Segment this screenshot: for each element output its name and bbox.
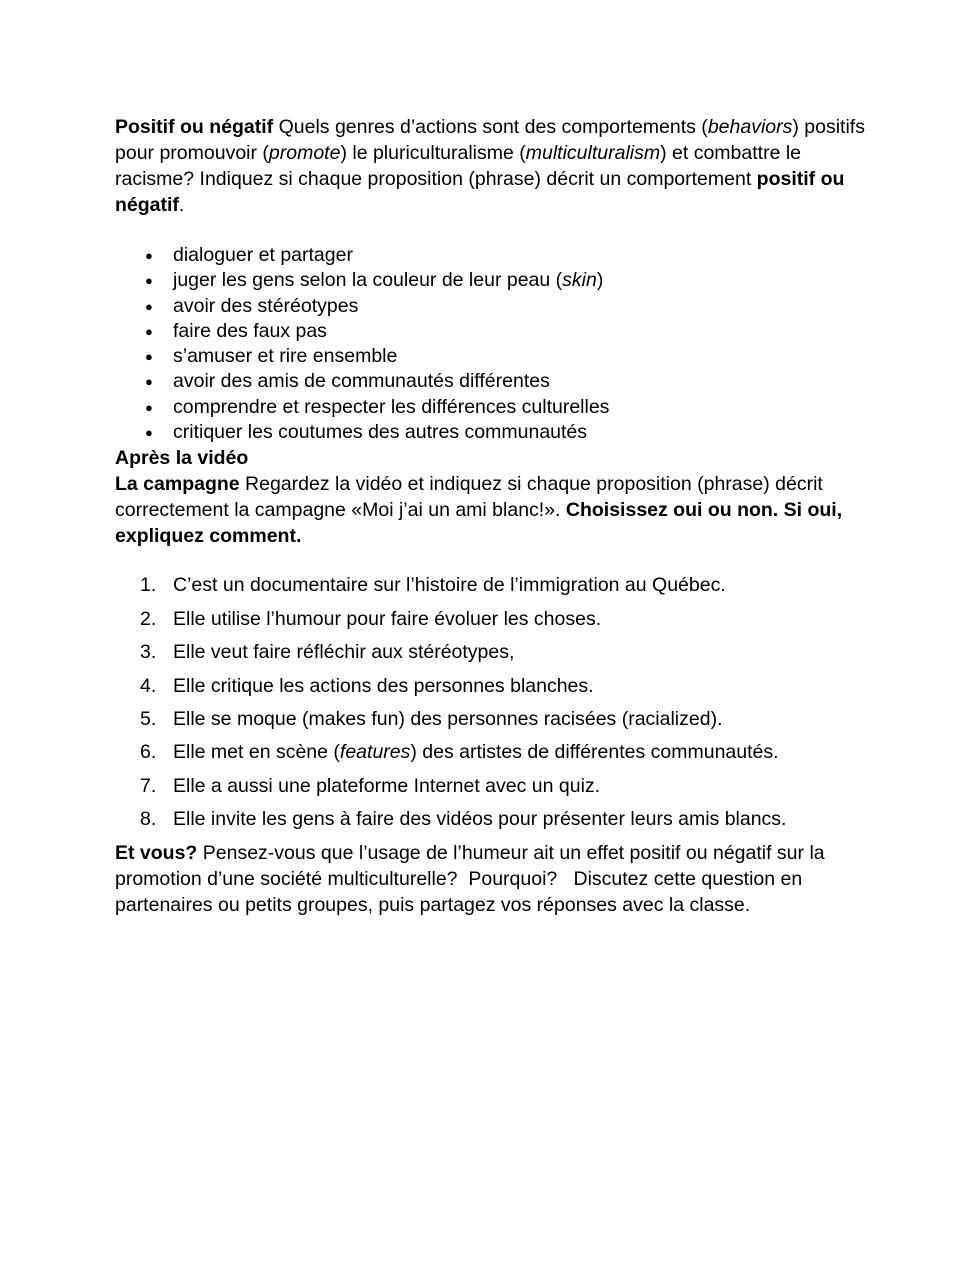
text-run: ) des artistes de différentes communautés. (410, 741, 779, 764)
text-run: features (339, 741, 411, 764)
text-run: Regardez la vidéo et indiquez si chaque proposition (phrase) décrit correctement la campagne «Moi j’ai un ami blanc!». (115, 473, 829, 522)
list-item-text (173, 608, 601, 630)
intro-paragraph (115, 114, 885, 218)
bullet-icon: ● (145, 425, 153, 441)
list-number: 4. (140, 674, 157, 697)
text-run: Choisissez oui ou non. Si oui, expliquez comment. (115, 499, 848, 548)
bullet-icon: ● (145, 374, 153, 390)
behavior-list-item (115, 420, 885, 445)
list-number: 6. (140, 741, 157, 764)
text-run: Et vous? (115, 841, 198, 864)
list-item-text (173, 708, 723, 730)
text-run: Quels genres d’actions sont des comportements ( (273, 116, 708, 138)
text-run: Elle invite les gens à faire des vidéos pour présenter leurs amis blancs. (173, 808, 787, 831)
statement-list-item (115, 639, 885, 665)
text-run: Pensez-vous que l’usage de l’humeur ait un effet positif ou négatif sur la promotion d’une société multiculturelle? Pourquoi? Discutez cette question en partenaires ou petits groupes, puis partagez vos réponses avec la classe. (115, 841, 831, 916)
text-run: ) positifs pour promouvoir ( (115, 116, 871, 164)
behavior-list-item (115, 344, 885, 369)
list-item-text (173, 421, 587, 443)
list-item-text (173, 396, 609, 418)
text-run: ) et combattre le racisme? Indiquez si chaque proposition (phrase) décrit un comportement (115, 142, 807, 190)
list-item-text (173, 641, 514, 663)
list-item-text (173, 269, 603, 291)
bullet-icon: ● (145, 323, 153, 339)
text-run: Elle utilise l’humour pour faire évoluer les choses. (173, 607, 602, 630)
text-run: Elle a aussi une plateforme Internet avec un quiz. (173, 774, 601, 797)
text-run: s’amuser et rire ensemble (173, 345, 398, 368)
list-item-text (173, 675, 594, 697)
text-run: avoir des stéréotypes (173, 294, 359, 317)
bullet-icon: ● (145, 273, 153, 289)
behavior-list-item (115, 369, 885, 394)
list-item-text (173, 295, 358, 317)
list-item-text (173, 574, 726, 596)
text-run: Elle veut faire réfléchir aux stéréotypes, (173, 641, 515, 664)
behavior-list-item (115, 319, 885, 344)
bullet-icon: ● (145, 248, 153, 263)
text-run: . (178, 194, 185, 216)
statement-list-item (115, 606, 885, 632)
text-run: Positif ou négatif (115, 116, 274, 138)
list-number: 7. (140, 774, 157, 797)
behavior-list-item (115, 395, 885, 420)
text-run: positif ou négatif (115, 168, 850, 216)
section-heading: Après la vidéo (115, 447, 249, 470)
list-item-text (173, 741, 779, 763)
text-run: C’est un documentaire sur l’histoire de l’immigration au Québec. (173, 574, 726, 597)
text-run: comprendre et respecter les différences culturelles (173, 395, 610, 418)
list-item-text (173, 345, 397, 367)
statement-list-item (115, 739, 885, 765)
statement-list-item (115, 706, 885, 732)
text-run: Elle se moque (makes fun) des personnes racisées (racialized). (173, 707, 723, 730)
statement-list-item (115, 773, 885, 799)
text-run: skin (562, 269, 597, 292)
list-item-text (173, 244, 353, 266)
list-number: 3. (140, 641, 157, 664)
document-content (115, 114, 885, 918)
text-run: juger les gens selon la couleur de leur peau ( (173, 269, 563, 292)
behavior-list-item (115, 243, 885, 268)
discussion-paragraph (115, 840, 885, 918)
text-run: avoir des amis de communautés différentes (173, 370, 550, 393)
text-run: dialoguer et partager (173, 244, 353, 266)
text-run: Elle met en scène ( (173, 741, 340, 764)
list-number: 8. (140, 808, 157, 831)
bullet-icon: ● (145, 349, 153, 365)
text-run: multiculturalism (525, 142, 661, 164)
statement-list (115, 572, 885, 832)
bullet-icon: ● (145, 298, 153, 314)
statement-list-item (115, 806, 885, 832)
text-run: ) le pluriculturalisme ( (340, 142, 526, 164)
text-run: promote (268, 142, 341, 164)
text-run: Elle critique les actions des personnes blanches. (173, 674, 594, 697)
list-item-text (173, 808, 786, 830)
text-run: ) (596, 269, 604, 292)
list-item-text (173, 775, 600, 797)
statement-list-item (115, 673, 885, 699)
bullet-icon: ● (145, 399, 153, 415)
campaign-paragraph (115, 471, 885, 549)
list-number: 2. (140, 607, 157, 630)
text-run: critiquer les coutumes des autres communautés (173, 421, 588, 444)
list-number: 5. (140, 707, 157, 730)
list-number: 1. (140, 574, 157, 597)
text-run: La campagne (115, 473, 240, 496)
text-run: faire des faux pas (173, 319, 327, 342)
statement-list-item (115, 572, 885, 598)
list-item-text (173, 370, 550, 392)
list-item-text (173, 320, 327, 342)
text-run: behaviors (707, 116, 793, 138)
behavior-list-item (115, 294, 885, 319)
behavior-list-item (115, 268, 885, 293)
behavior-list (115, 243, 885, 445)
